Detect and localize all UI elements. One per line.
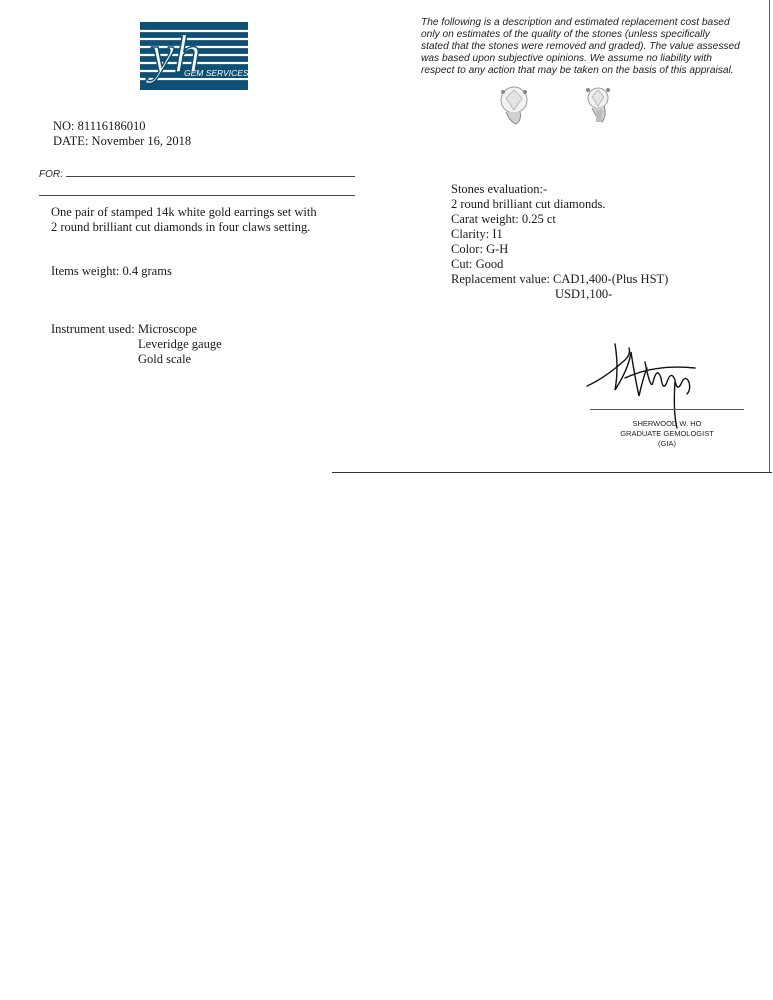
- page-right-edge: [769, 0, 770, 472]
- instrument-label: Instrument used:: [51, 322, 135, 336]
- record-date: DATE: November 16, 2018: [53, 134, 192, 148]
- disclaimer-line: The following is a description and estimated replacement cost based: [421, 17, 730, 28]
- usd-value: USD1,100-: [555, 287, 613, 301]
- signer-title: GRADUATE GEMOLOGIST: [620, 429, 714, 438]
- earring-photo-right: [580, 84, 616, 131]
- signer-block: [600, 419, 734, 449]
- disclaimer-line: only on estimates of the quality of the stones (unless specifically: [421, 29, 710, 40]
- evaluation-line: Stones evaluation:-: [451, 182, 548, 196]
- record-number: NO: 81116186010: [53, 119, 146, 133]
- instrument-list: [138, 322, 222, 367]
- stones-evaluation: [451, 182, 668, 287]
- disclaimer-line: was based upon subjective opinions. We assume no liability with: [421, 53, 712, 64]
- evaluation-line: Carat weight: 0.25 ct: [451, 212, 556, 226]
- for-underline: [66, 176, 355, 177]
- signer-credential: (GIA): [658, 439, 676, 448]
- company-logo: [140, 22, 248, 90]
- signature-line: [590, 409, 744, 410]
- description-line: 2 round brilliant cut diamonds in four claws setting.: [51, 220, 311, 234]
- items-weight: Items weight: 0.4 grams: [51, 264, 172, 278]
- evaluation-line: 2 round brilliant cut diamonds.: [451, 197, 606, 211]
- earring-photo-left: [496, 84, 532, 131]
- disclaimer-line: stated that the stones were removed and graded). The value assessed: [421, 41, 740, 52]
- disclaimer: [421, 17, 751, 77]
- instrument-item: Leveridge gauge: [138, 337, 222, 351]
- logo-letters: yh: [150, 24, 201, 84]
- evaluation-line: Color: G-H: [451, 242, 509, 256]
- page-bottom-edge: [332, 472, 772, 473]
- for-label: FOR:: [39, 169, 63, 180]
- logo-subtitle: GEM SERVICES: [184, 68, 248, 78]
- replacement-value: Replacement value: CAD1,400-(Plus HST): [451, 272, 669, 286]
- instrument-item: Gold scale: [138, 352, 192, 366]
- section-divider: [39, 195, 355, 196]
- evaluation-line: Clarity: I1: [451, 227, 503, 241]
- instrument-item: Microscope: [138, 322, 198, 336]
- signer-name: SHERWOOD W. HO: [632, 419, 702, 428]
- disclaimer-line: respect to any action that may be taken on the basis of this appraisal.: [421, 65, 734, 76]
- item-description: [51, 205, 317, 235]
- evaluation-line: Cut: Good: [451, 257, 504, 271]
- description-line: One pair of stamped 14k white gold earrings set with: [51, 205, 317, 219]
